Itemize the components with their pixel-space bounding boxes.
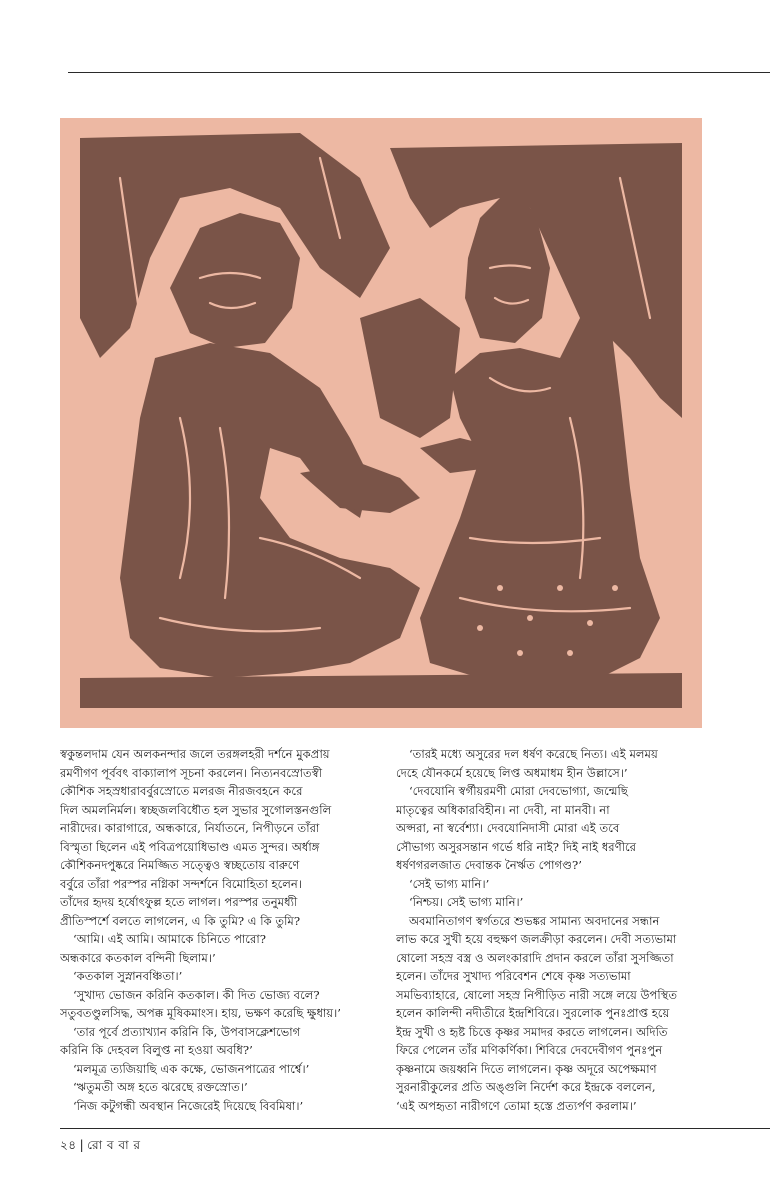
text-line: কৌশিকনদপুষ্করে নিমজ্জিত সত্ত্বেও স্বচ্ছতোয় বারুণে bbox=[60, 858, 300, 872]
text-line: সমভিব্যাহারে, ষোলো সহস্র নিপীড়িত নারী সঙ্গে লয়ে উপস্থিত bbox=[396, 987, 678, 1002]
text-line: অপ্সরা, না স্বর্বেশ্যা। দেবযোনিদাসী মোরা এই তবে bbox=[396, 821, 620, 835]
text-line: বিস্মৃতা ছিলেন এই পবিত্রপয়োধিভাণ্ড এমত সুন্দর। অর্ধাঙ্গ bbox=[60, 839, 320, 854]
text-line: স্বকুন্তলদাম যেন অলকনন্দার জলে তরঙ্গলহরী দর্শনে মুকপ্রায় bbox=[60, 747, 330, 761]
text-line: মাতৃত্বের অধিকারবিহীন। না দেবী, না মানবী। না bbox=[396, 802, 610, 817]
text-line: ষোলো সহস্র বস্ত্র ও অলংকারাদি প্রদান করলে তাঁরা সুসজ্জিতা bbox=[396, 950, 674, 965]
text-line: দেহে যৌনকর্মে হয়েছে লিপ্ত অধমাধম হীন উল্লাসে।’ bbox=[396, 765, 628, 780]
page-number: ২৪ bbox=[60, 1138, 77, 1152]
text-line: ‘সেই ভাগ্য মানি।’ bbox=[409, 876, 490, 891]
text-line: করিনি কি দেহবল বিলুপ্ত না হওয়া অবধি?’ bbox=[60, 1043, 253, 1057]
text-line: ‘তারই মধ্যে অসুরের দল ধর্ষণ করেছে নিত্য। এই মলময় bbox=[409, 747, 658, 761]
text-line: ফিরে পেলেন তাঁর মণিকর্ণিকা। শিবিরে দেবদেবীগণ পুনঃপুন bbox=[396, 1043, 663, 1057]
text-line: কৌশিক সহস্রধারাবর্বুরস্রোতে মলরজ নীরজবহনে করে bbox=[60, 784, 303, 798]
text-line: ‘সুখাদ্য ভোজন করিনি কতকাল। কী দিত ভোজ্য বলে? bbox=[73, 987, 320, 1002]
text-line: ‘তার পূর্বে প্রত্যাখ্যান করিনি কি, উপবাসক্লেশভোগ bbox=[73, 1024, 301, 1039]
text-line: ধর্ষণগরলজাত দেবান্তক নৈর্ঋত পোগণ্ড?’ bbox=[396, 858, 582, 872]
text-line: ‘নিশ্চয়। সেই ভাগ্য মানি।’ bbox=[409, 895, 524, 909]
text-line: লাভ করে সুখী হয়ে বহুক্ষণ জলক্রীড়া করলেন। দেবী সত্যভামা bbox=[396, 932, 677, 946]
right-column bbox=[396, 745, 711, 1115]
text-line: রমণীগণ পূর্ববৎ বাক্যালাপ সূচনা করলেন। নিত্যনবস্রোতস্বী bbox=[60, 765, 323, 780]
text-line: সতুবতণ্ডুলসিদ্ধ, অপক্ক মূষিকমাংস। হায়, ভক্ষণ করেছি ক্ষুধায়।’ bbox=[60, 1006, 341, 1020]
text-line: ‘মলমূত্র ত্যজিয়াছি এক কক্ষে, ভোজনপাত্রের পার্শ্বে।’ bbox=[73, 1061, 310, 1076]
text-line: বর্বুরে তাঁরা পরস্পর নগ্নিকা সন্দর্শনে বিমোহিতা হলেন। bbox=[60, 876, 303, 891]
text-line: কৃষ্ণনামে জয়ধ্বনি দিতে লাগলেন। কৃষ্ণ অদূরে অপেক্ষমাণ bbox=[396, 1061, 657, 1076]
text-line: প্রীতিস্পর্শে বলতে লাগলেন, এ কি তুমি? এ কি তুমি? bbox=[60, 913, 301, 928]
text-line: ‘এই অপহৃতা নারীগণে তোমা হস্তে প্রত্যর্পণ করলাম।’ bbox=[396, 1098, 637, 1113]
page-footer bbox=[60, 1137, 140, 1157]
publication-name: রো ব বা র bbox=[87, 1138, 141, 1152]
text-line: দিল অমলনির্মল। স্বচ্ছজলবিধৌত হল সুভার সুগোলস্তনগুলি bbox=[60, 802, 332, 817]
text-line: অবমানিতাগণ স্বর্গতরে শুভঙ্কর সামান্য অবদানের সন্ধান bbox=[409, 913, 660, 928]
text-line: হলেন কালিন্দী নদীতীরে ইন্দ্রশিবিরে। সুরলোক পুনঃপ্রাপ্ত হয়ে bbox=[396, 1006, 670, 1020]
text-line: হলেন। তাঁদের সুখাদ্য পরিবেশন শেষে কৃষ্ণ সত্যভামা bbox=[396, 969, 631, 983]
illustration-artwork bbox=[60, 118, 702, 728]
top-rule bbox=[68, 72, 770, 73]
bottom-rule bbox=[60, 1128, 770, 1129]
text-line: ইন্দ্র সুখী ও হৃষ্ট চিত্তে কৃষ্ণর সমাদর করতে লাগলেন। অদিতি bbox=[396, 1024, 668, 1039]
text-line: ‘নিজ কটুগন্ধী অবস্থান নিজেরেই দিয়েছে বিবমিষা।’ bbox=[73, 1098, 304, 1113]
footer-separator: | bbox=[79, 1138, 85, 1152]
text-line: সৌভাগ্য অসুরসন্তান গর্ভে ধরি নাই? দিই নাই ধরণীরে bbox=[396, 839, 637, 854]
illustration bbox=[60, 118, 702, 728]
left-column bbox=[60, 745, 375, 1115]
text-line: তাঁদের হৃদয় হর্ষোৎফুল্ল হতে লাগল। পরস্পর তনুমধ্যী bbox=[60, 895, 298, 909]
text-line: ‘আমি। এই আমি। আমাকে চিনিতে পারো? bbox=[73, 932, 266, 946]
text-line: নারীদের। কারাগারে, অন্ধকারে, নির্যাতনে, নিপীড়নে তাঁরা bbox=[60, 821, 320, 835]
text-line: ‘দেবযোনি স্বর্গীয়রমণী মোরা দেবভোগ্যা, জন্মেছি bbox=[409, 784, 628, 798]
text-line: ‘কতকাল সুস্নানবঞ্চিতা।’ bbox=[73, 969, 183, 983]
text-line: ‘ঋতুমতী অঙ্গ হতে ঝরেছে রক্তস্রোত।’ bbox=[73, 1080, 248, 1094]
text-line: অন্ধকারে কতকাল বন্দিনী ছিলাম।’ bbox=[60, 950, 216, 965]
article-body bbox=[60, 745, 710, 1135]
text-line: সুরনারীকুলের প্রতি অঙ্গুলি নির্দেশ করে ইন্দ্রকে বললেন, bbox=[396, 1080, 656, 1094]
